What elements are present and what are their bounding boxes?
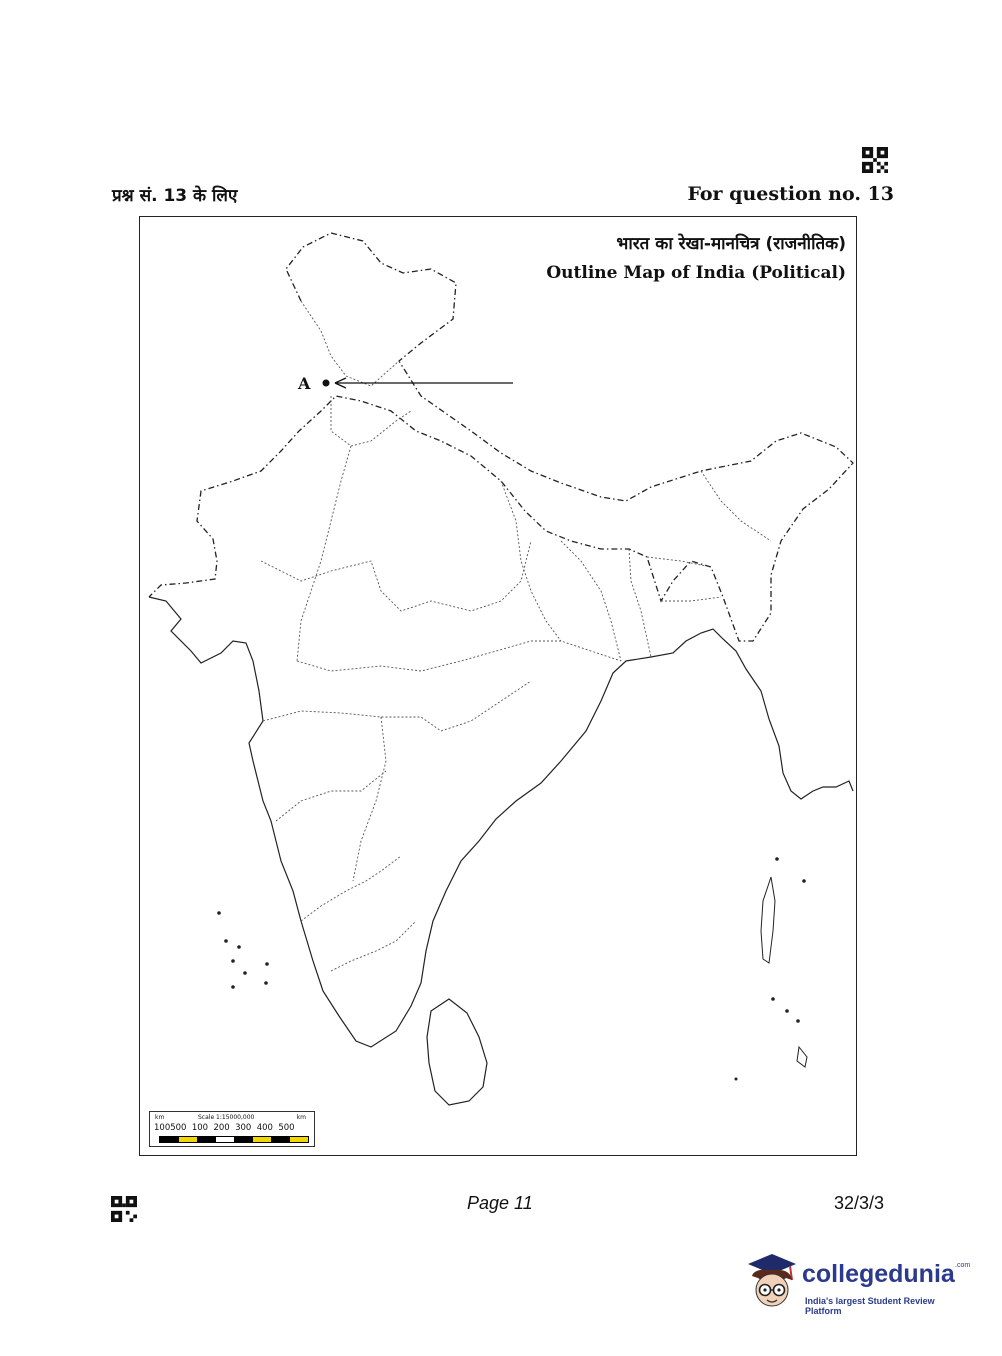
scale-bar-box [149,1111,315,1147]
scale-bar-segment [197,1137,216,1142]
paper-code: 32/3/3 [833,1193,884,1213]
scale-unit-left: km [155,1114,165,1121]
scale-bar [159,1136,309,1143]
brand-logo [742,1250,972,1320]
nicobar-islands [797,1047,807,1067]
map-frame [139,216,857,1156]
scale-bar-segment [160,1137,179,1142]
brand-suffix: .com [955,1262,971,1269]
marker-dot [323,380,330,387]
lakshadweep-islands [217,911,269,989]
sri-lanka-outline [427,999,487,1105]
question-label-hindi: प्रश्न सं. 13 के लिए [112,186,238,206]
brand-name: collegedunia [802,1260,955,1288]
coastline [149,597,853,1047]
scale-ratio: Scale 1:15000,000 [198,1114,255,1121]
qr-code-icon [111,1196,137,1222]
scale-bar-segment [290,1137,309,1142]
scale-bar-segment [179,1137,198,1142]
qr-code-icon [862,147,888,173]
scale-bar-segment [271,1137,290,1142]
india-outline-map [140,217,856,1155]
question-label-english: For question no. 13 [687,183,894,205]
brand-tagline: India's largest Student Review Platform [805,1296,935,1316]
map-title-hindi: भारत का रेखा-मानचित्र (राजनीतिक) [616,234,846,254]
small-islands-east [735,857,806,1080]
scale-unit-right: km [296,1114,306,1121]
map-title-english: Outline Map of India (Political) [546,263,846,283]
international-boundary [149,233,853,641]
scale-bar-segment [253,1137,272,1142]
scale-numbers: 100500 100 200 300 400 500 [154,1123,295,1133]
marker-label: A [298,374,311,393]
scale-bar-segment [234,1137,253,1142]
scale-bar-segment [216,1137,235,1142]
andaman-islands [761,877,775,963]
page-number: Page 11 [467,1193,533,1213]
mascot-icon [742,1250,800,1312]
